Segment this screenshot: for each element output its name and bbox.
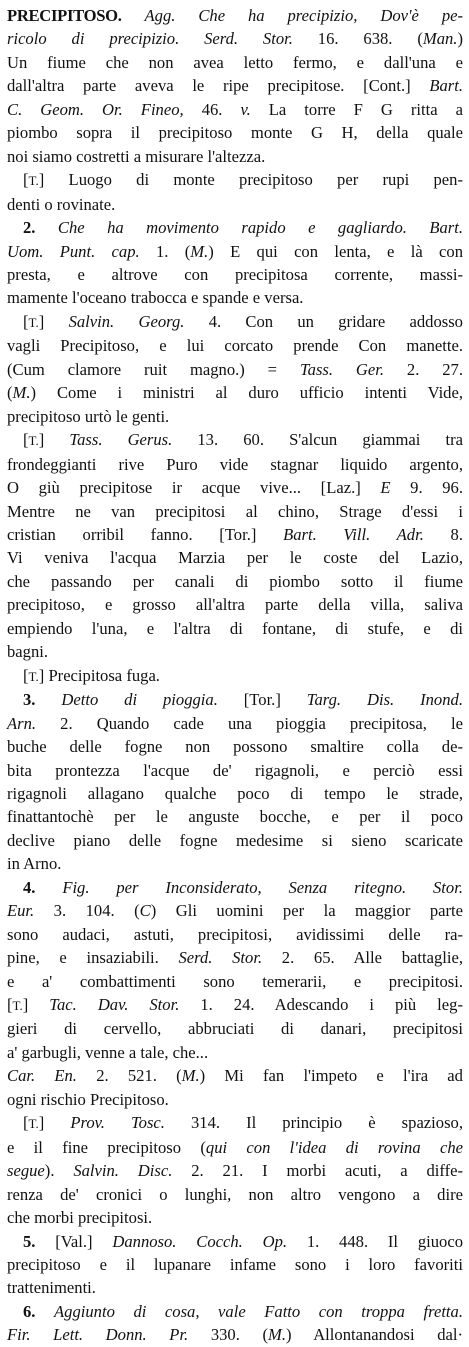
- text-run: empiendo l'una, e l'altra di fontane, di stufe, e di: [7, 618, 463, 638]
- text-line: [7, 334, 463, 357]
- text-run: M.: [12, 383, 31, 403]
- text-run: e il fine precipitoso (: [7, 1137, 206, 1157]
- text-line: [7, 74, 463, 97]
- text-run: dall'altra parte aveva le ripe precipitose. [Cont.]: [7, 76, 430, 96]
- text-run: precipitoso urtò le genti.: [7, 406, 170, 426]
- text-run: bagni.: [7, 642, 49, 662]
- text-line: [7, 4, 463, 27]
- text-run: Dannoso. Cocch. Op.: [112, 1231, 288, 1251]
- text-line: [7, 193, 463, 216]
- text-run: 1. (: [139, 241, 191, 261]
- text-run: ]: [38, 1113, 71, 1133]
- text-run: 6.: [23, 1301, 36, 1321]
- text-run: declive piano delle fogne medesime si sieno scaricate: [7, 830, 463, 850]
- text-line: [7, 1253, 463, 1276]
- text-run: ).: [44, 1161, 74, 1181]
- text-run: ): [457, 29, 463, 49]
- text-run: pine, e insaziabili.: [7, 948, 179, 968]
- text-run: [: [7, 995, 13, 1015]
- text-line: [7, 1017, 463, 1040]
- text-run: 13. 60. S'alcun giammai tra: [172, 430, 463, 450]
- text-run: e a' combattimenti sono temerarii, e precipitosi.: [7, 971, 463, 991]
- text-run: C: [139, 901, 151, 921]
- text-run: M.: [181, 1066, 200, 1086]
- text-line: [7, 1159, 463, 1182]
- text-line: [7, 946, 463, 969]
- text-line: [7, 1323, 463, 1346]
- text-line: [7, 593, 463, 616]
- text-run: [: [23, 665, 29, 685]
- text-run: T.: [28, 1116, 39, 1132]
- text-line: [7, 1206, 463, 1229]
- text-line: [7, 1041, 463, 1064]
- text-line: [7, 286, 463, 309]
- text-run: 2. 21. I morbi acuti, a diffe-: [172, 1161, 463, 1181]
- text-run: Serd. Stor.: [178, 948, 263, 968]
- text-run: ] Luogo di monte precipitoso per rupi pen-: [38, 170, 463, 190]
- text-line: [7, 1111, 463, 1135]
- text-line: [7, 1183, 463, 1206]
- text-run: presta, e altrove con precipitosa corrente, massi-: [7, 264, 463, 284]
- text-run: 4. Con un gridare addosso: [184, 311, 463, 331]
- text-run: [: [23, 1113, 29, 1133]
- text-run: Man.: [422, 29, 458, 49]
- text-line: [7, 405, 463, 428]
- text-run: ) Come i ministri al duro ufficio intenti Vide,: [30, 383, 463, 403]
- text-run: Mentre ne van precipitosi al chino, Strage d'essi i: [7, 501, 463, 521]
- text-run: [35, 218, 57, 237]
- text-line: [7, 358, 463, 381]
- text-line: [7, 829, 463, 852]
- text-run: a' garbugli, venne a tale, che...: [7, 1042, 209, 1062]
- text-line: [7, 1230, 463, 1253]
- text-line: [7, 570, 463, 593]
- text-run: Bart.: [429, 76, 463, 96]
- text-line: [7, 782, 463, 805]
- headword: PRECIPITOSO.: [7, 6, 122, 25]
- text-run: precipitoso, e grosso all'altra parte della villa, saliva: [7, 595, 463, 615]
- text-run: Fig. per Inconsiderato, Senza ritegno. Stor.: [62, 877, 463, 897]
- text-run: Salvin. Georg.: [68, 311, 185, 331]
- text-run: Un fiume che non avea letto fermo, e dall'una e: [7, 52, 463, 72]
- text-run: ]: [38, 311, 69, 331]
- text-run: che passando per canali di piombo sotto il fiume: [7, 571, 463, 591]
- text-run: 2. Quando cade una pioggia precipitosa, le: [36, 713, 463, 733]
- text-run: bita prontezza l'acque de' rigagnoli, e perciò essi: [7, 760, 463, 780]
- text-line: [7, 1136, 463, 1159]
- text-line: [7, 546, 463, 569]
- text-run: 8.: [423, 524, 463, 544]
- text-run: Detto di pioggia.: [61, 690, 218, 710]
- text-line: [7, 1064, 463, 1087]
- text-run: T.: [28, 433, 39, 449]
- text-run: ) Gli uomini per la maggior parte: [150, 901, 463, 921]
- text-run: Agg. Che ha precipizio, Dov'è pe-: [144, 6, 464, 25]
- text-line: [7, 923, 463, 946]
- text-run: 16. 638. (: [292, 29, 423, 49]
- text-run: Bart. Vill. Adr.: [283, 524, 424, 544]
- text-run: 46.: [183, 99, 241, 119]
- text-line: [7, 145, 463, 168]
- text-line: [7, 310, 463, 334]
- text-line: [7, 970, 463, 993]
- text-line: [7, 500, 463, 523]
- text-run: (: [7, 383, 13, 403]
- text-run: gieri di cervello, abbruciati di danari, precipitosi: [7, 1019, 463, 1039]
- text-run: 2. 521. (: [76, 1066, 182, 1086]
- text-line: [7, 98, 463, 121]
- text-run: Vi veniva l'acqua Marzia per le coste del Lazio,: [7, 548, 463, 568]
- text-line: [7, 805, 463, 828]
- text-run: 3. 104. (: [34, 901, 140, 921]
- text-run: 2.: [23, 218, 36, 238]
- text-run: trattenimenti.: [7, 1278, 96, 1298]
- text-run: 330. (: [188, 1325, 268, 1345]
- text-run: Targ. Dis. Inond.: [306, 690, 463, 710]
- text-line: [7, 876, 463, 899]
- text-run: finattantochè per le anguste bocche, e per il poco: [7, 807, 463, 827]
- text-run: 3.: [23, 690, 36, 710]
- text-run: precipitoso e il lupanare infame sono i loro favoriti: [7, 1255, 463, 1275]
- text-run: piombo sopra il precipitoso monte G H, della quale: [7, 123, 463, 143]
- text-run: T.: [28, 314, 39, 330]
- text-run: Car. En.: [7, 1066, 77, 1086]
- text-line: [7, 993, 463, 1017]
- text-run: Uom. Punt. cap.: [7, 241, 140, 261]
- text-run: qui con l'idea di rovina che: [205, 1137, 463, 1157]
- text-line: [7, 428, 463, 452]
- text-line: [7, 688, 463, 711]
- text-run: ) E qui con lenta, e là con: [208, 241, 463, 261]
- text-line: [7, 664, 463, 688]
- text-line: [7, 27, 463, 50]
- text-run: T.: [12, 998, 23, 1014]
- text-line: [7, 121, 463, 144]
- text-run: segue: [7, 1161, 45, 1181]
- text-run: M.: [268, 1325, 286, 1345]
- text-run: (Cum clamore ruit magno.) =: [7, 359, 300, 379]
- text-run: T.: [28, 668, 39, 684]
- text-run: 9. 96.: [390, 478, 464, 498]
- text-run: Fir. Lett. Donn. Pr.: [7, 1325, 189, 1345]
- text-line: [7, 263, 463, 286]
- text-run: O giù precipitose ir acque vive... [Laz.]: [7, 478, 381, 498]
- text-line: [7, 852, 463, 875]
- text-line: [7, 617, 463, 640]
- text-run: Prov. Tosc.: [70, 1113, 165, 1133]
- text-run: renza de' cronici o lunghi, non altro vengono a dire: [7, 1184, 463, 1204]
- text-run: ) Allontanandosi dal·: [285, 1325, 463, 1345]
- text-run: cristian orribil fanno. [Tor.]: [7, 524, 284, 544]
- text-line: [7, 712, 463, 735]
- text-run: [: [23, 430, 29, 450]
- text-run: in Arno.: [7, 854, 62, 874]
- text-line: [7, 1088, 463, 1111]
- text-line: [7, 1300, 463, 1323]
- entry-text: [7, 4, 463, 1347]
- text-line: [7, 216, 463, 239]
- text-run: [35, 878, 62, 897]
- text-run: [35, 690, 61, 709]
- text-run: E: [380, 478, 391, 498]
- text-run: 1. 448. Il giuoco: [287, 1231, 463, 1251]
- text-run: 2. 65. Alle battaglie,: [262, 948, 463, 968]
- text-run: ) Mi fan l'impeto e l'ira ad: [199, 1066, 463, 1086]
- text-run: denti o rovinate.: [7, 194, 116, 214]
- text-run: La torre F G ritta a: [250, 99, 464, 119]
- text-run: [Tor.]: [217, 690, 307, 710]
- text-run: M.: [190, 241, 209, 261]
- text-run: 1. 24. Adescando i più leg-: [179, 995, 463, 1015]
- text-line: [7, 453, 463, 476]
- text-run: Arn.: [7, 713, 37, 733]
- text-line: [7, 240, 463, 263]
- text-run: v.: [240, 99, 251, 119]
- text-run: Aggiunto di cosa, vale Fatto con troppa fretta.: [54, 1301, 463, 1321]
- text-run: Tass. Ger.: [299, 359, 385, 379]
- text-line: [7, 1276, 463, 1299]
- text-run: [35, 1302, 54, 1321]
- text-line: [7, 51, 463, 74]
- text-run: Salvin. Disc.: [73, 1161, 173, 1181]
- text-run: buche delle fogne non possono smaltire colla de-: [7, 737, 463, 757]
- text-run: noi siamo costretti a misurare l'altezza.: [7, 146, 266, 166]
- text-run: ]: [22, 995, 50, 1015]
- text-line: [7, 640, 463, 663]
- text-line: [7, 759, 463, 782]
- text-run: [122, 6, 145, 25]
- text-run: 2. 27.: [384, 359, 463, 379]
- text-run: ricolo di precipizio. Serd. Stor.: [7, 29, 293, 49]
- text-run: ]: [38, 430, 70, 450]
- text-run: [Val.]: [35, 1231, 113, 1251]
- text-run: 314. Il principio è spazioso,: [164, 1113, 463, 1133]
- text-run: C. Geom. Or. Fineo,: [7, 99, 184, 119]
- text-run: Tac. Dav. Stor.: [49, 995, 180, 1015]
- text-run: vagli Precipitoso, e lui corcato prende Con manette.: [7, 336, 463, 356]
- text-run: mamente l'oceano trabocca e spande e versa.: [7, 288, 304, 308]
- text-run: rigagnoli allagano qualche poco di tempo le strade,: [7, 783, 463, 803]
- text-run: Eur.: [7, 901, 35, 921]
- text-run: [: [23, 311, 29, 331]
- text-run: Tass. Gerus.: [69, 430, 173, 450]
- text-line: [7, 476, 463, 499]
- text-run: 5.: [23, 1231, 36, 1251]
- text-run: ogni rischio Precipitoso.: [7, 1089, 169, 1109]
- text-run: che morbi precipitosi.: [7, 1208, 153, 1228]
- text-run: sono audaci, astuti, precipitosi, avidissimi delle ra-: [7, 924, 463, 944]
- text-line: [7, 735, 463, 758]
- text-run: [: [23, 170, 29, 190]
- text-line: [7, 899, 463, 922]
- text-line: [7, 168, 463, 192]
- text-run: T.: [28, 173, 39, 189]
- text-run: Che ha movimento rapido e gagliardo. Bart.: [57, 218, 463, 238]
- text-run: 4.: [23, 877, 36, 897]
- text-run: ] Precipitosa fuga.: [38, 665, 160, 685]
- text-line: [7, 523, 463, 546]
- text-line: [7, 381, 463, 404]
- text-run: frondeggianti rive Puro vide stagnar liquido argento,: [7, 454, 463, 474]
